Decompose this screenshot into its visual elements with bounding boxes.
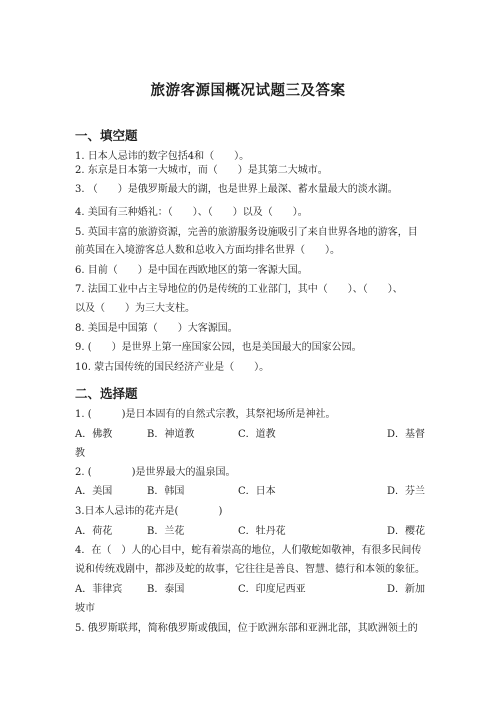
- option-d: D．芬兰: [386, 486, 425, 497]
- option-a: A．菲律宾: [75, 584, 123, 595]
- question-line: 3. （ ）是俄罗斯最大的湖，也是世界上最深、蓄水量最大的淡水湖。: [75, 184, 398, 195]
- option-b: B．兰花: [147, 526, 185, 537]
- options-row: [75, 485, 425, 499]
- option-c: C．日本: [238, 486, 276, 497]
- option-c: C．印度尼西亚: [238, 584, 306, 595]
- option-b: B．泰国: [147, 584, 185, 595]
- options-row: [75, 428, 425, 442]
- question-line: 1. 日本人忌讳的数字包括4和（ ）。: [75, 151, 250, 162]
- options-row: [75, 525, 425, 539]
- question-line: 5. 俄罗斯联邦，简称俄罗斯或俄国，位于欧洲东部和亚洲北部，其欧洲领土的: [75, 623, 418, 634]
- question-line: 4. 美国有三种婚礼：（ ）、（ ）以及（ ）。: [75, 207, 308, 218]
- question-line: 3.日本人忌讳的花卉是( ): [75, 506, 223, 517]
- question-line: 前英国在入境游客总人数和总收入方面均排名世界（ ）。: [75, 245, 340, 256]
- option-a: A．美国: [75, 486, 113, 497]
- question-line: 10. 蒙古国传统的国民经济产业是（ ）。: [75, 362, 270, 373]
- option-b: B．韩国: [147, 486, 185, 497]
- question-line: 2. 东京是日本第一大城市，而（ ）是其第二大城市。: [75, 165, 328, 176]
- option-wrap: 教: [75, 448, 85, 459]
- question-line: 9. ( ）是世界上第一座国家公园，也是美国最大的国家公园。: [75, 342, 362, 353]
- option-b: B．神道教: [147, 429, 195, 440]
- option-c: C．道教: [238, 429, 276, 440]
- section-heading-multiple-choice: 二、选择题: [75, 386, 138, 401]
- option-a: A．佛教: [75, 429, 113, 440]
- option-wrap: 坡市: [75, 603, 95, 614]
- question-line: 4．在（ ）人的心目中，蛇有着崇高的地位，人们敬蛇如敬神，有很多民间传: [75, 545, 422, 556]
- options-row: [75, 583, 425, 597]
- section-heading-fill-in: 一、填空题: [75, 128, 138, 143]
- option-d: D．基督: [386, 429, 425, 440]
- question-line: 1. ( )是日本固有的自然式宗教，其祭祀场所是神社。: [75, 409, 336, 420]
- option-c: C．牡丹花: [238, 526, 286, 537]
- question-line: 8. 美国是中国第（ ）大客源国。: [75, 323, 238, 334]
- option-a: A．荷花: [75, 526, 113, 537]
- question-line: 7. 法国工业中占主导地位的仍是传统的工业部门，其中（ ）、（ ）、: [75, 284, 403, 295]
- document-title: 旅游客源国概况试题三及答案: [150, 82, 346, 99]
- question-line: 说和传统戏剧中，都涉及蛇的故事，它往往是善良、智慧、德行和本领的象征。: [75, 564, 425, 575]
- option-d: D．樱花: [386, 526, 425, 537]
- question-line: 6. 目前（ ）是中国在西欧地区的第一客源大国。: [75, 265, 308, 276]
- question-line: 5. 英国丰富的旅游资源，完善的旅游服务设施吸引了来自世界各地的游客，目: [75, 227, 418, 238]
- question-line: 以及（ ）为三大支柱。: [75, 303, 195, 314]
- option-d: D．新加: [386, 584, 425, 595]
- question-line: 2. ( )是世界最大的温泉国。: [75, 467, 236, 478]
